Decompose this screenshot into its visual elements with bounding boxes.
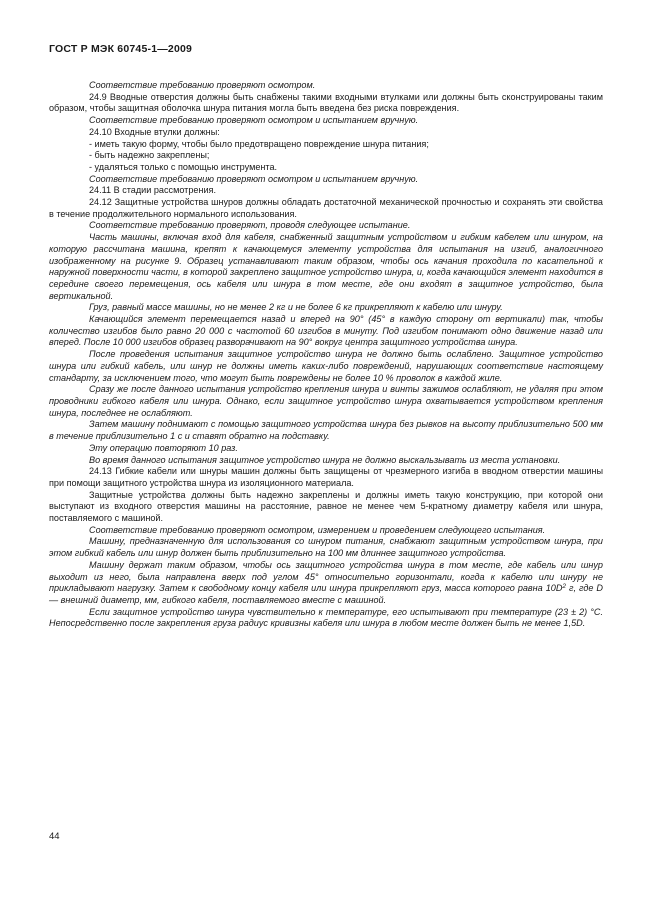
page-number: 44 bbox=[49, 831, 60, 842]
body-paragraph: Защитные устройства должны быть надежно закреплены и должны иметь такую конструкцию, при которой они выступают из входного отверстия машины на расстояние, равное не менее чем 5-кратному диаметру кабеля или шнура, поставляемого с машиной. bbox=[49, 489, 603, 524]
test-paragraph: Эту операцию повторяют 10 раз. bbox=[89, 442, 238, 453]
clause-24-11: 24.11 В стадии рассмотрения. bbox=[89, 185, 217, 196]
test-paragraph: Во время данного испытания защитное устройство шнура не должно выскальзывать из места установки. bbox=[89, 454, 561, 465]
test-paragraph: Груз, равный массе машины, но не менее 2 кг и не более 6 кг прикрепляют к кабелю или шнуру. bbox=[89, 302, 503, 313]
text-run: г, где D — внешний диаметр, мм, гибкого кабеля, поставляемого вместе с машиной. bbox=[49, 583, 603, 605]
test-paragraph-with-formula bbox=[49, 560, 603, 607]
superscript: 2 bbox=[562, 583, 567, 591]
document-body bbox=[49, 80, 603, 630]
compliance-note: Соответствие требованию проверяют осмотром и испытанием вручную. bbox=[89, 173, 419, 184]
text-run: Машину держат таким образом, чтобы ось защитного устройства шнура в том месте, где кабель или шнур выходит из него, была направлена вверх под углом 45° относительно горизонтали, когда к кабелю или шнуру не прикладывают нагрузку. Затем к свободному концу кабеля или шнура прикрепляют груз, масса которого равна 10D bbox=[49, 559, 603, 594]
clause-24-12: 24.12 Защитные устройства шнуров должны обладать достаточной механической прочностью и сохранять эти свойства в течение продолжительного нормального использования. bbox=[49, 197, 603, 219]
compliance-note: Соответствие требованию проверяют, проводя следующее испытание. bbox=[89, 220, 411, 231]
list-item: - быть надежно закреплены; bbox=[89, 150, 210, 161]
test-paragraph: Если защитное устройство шнура чувствительно к температуре, его испытывают при температуре (23 ± 2) °С. Непосредственно после закрепления груза радиус кривизны кабеля или шнура в любом месте должен быть не менее 1,5D. bbox=[49, 606, 603, 629]
clause-24-9: 24.9 Вводные отверстия должны быть снабжены такими входными втулками или должны быть сконструированы таким образом, чтобы защитная оболочка шнура питания могла быть введена без риска повреждения. bbox=[49, 91, 603, 114]
clause-24-13: 24.13 Гибкие кабели или шнуры машин должны быть защищены от чрезмерного изгиба в вводном отверстии машины при помощи защитного устройства шнура из изоляционного материала. bbox=[49, 466, 603, 488]
compliance-note: Соответствие требованию проверяют осмотром и испытанием вручную. bbox=[89, 115, 419, 126]
test-paragraph: После проведения испытания защитное устройство шнура не должно быть ослаблено. Защитное устройство шнура или гибкий кабель, или шнур не должны иметь каких-либо повреждений, нарушающих соответствие настоящему стандарту, за исключением того, что могут быть повреждены не более 10 % проволок в каждой жиле. bbox=[49, 349, 603, 383]
test-paragraph: Часть машины, включая вход для кабеля, снабженный защитным устройством и гибким кабелем или шнуром, на которую рассчитана машина, крепят к качающемуся элементу устройства для испытания на изгиб, аналогичного изображенному на рисунке 9. Образец устанавливают таким образом, чтобы ось качания проходила по касательной к наружной поверхности части, в которой закреплено защитное устройство шнура, и, когда качающийся элемент находится в середине своего перемещения, ось кабеля или шнура в том месте, где они входят в защитное устройство, была вертикальной. bbox=[49, 232, 603, 301]
standard-title: ГОСТ Р МЭК 60745-1—2009 bbox=[49, 43, 193, 55]
test-paragraph: Затем машину поднимают с помощью защитного устройства шнура без рывков на высоту приблизительно 500 мм в течение приблизительно 1 с и ставят обратно на подставку. bbox=[49, 419, 603, 442]
test-paragraph: Машину, предназначенную для использования со шнуром питания, снабжают защитным устройством шнура, при этом гибкий кабель или шнур должен быть приблизительно на 100 мм длиннее защитного устройства. bbox=[49, 536, 603, 559]
list-item: - иметь такую форму, чтобы было предотвращено повреждение шнура питания; bbox=[89, 138, 429, 149]
test-paragraph: Сразу же после данного испытания устройство крепления шнура и винты зажимов ослабляют, не удаляя при этом проводники гибкого кабеля или шнура. Однако, если защитное устройство шнура охватывается устройством крепления шнура, последнее не ослабляют. bbox=[49, 384, 603, 418]
test-paragraph: Качающийся элемент перемещается назад и вперед на 90° (45° в каждую сторону от вертикали) так, чтобы количество изгибов было равно 20 000 с частотой 60 изгибов в минуту. Под изгибом понимают одно движение назад или вперед. После 10 000 изгибов образец разворачивают на 90° вокруг центра защитного устройства шнура. bbox=[49, 314, 603, 348]
clause-24-10: 24.10 Входные втулки должны: bbox=[89, 126, 220, 137]
compliance-note: Соответствие требованию проверяют осмотром, измерением и проведением следующего испытания. bbox=[89, 524, 546, 535]
list-item: - удаляться только с помощью инструмента. bbox=[89, 161, 278, 172]
compliance-note: Соответствие требованию проверяют осмотром. bbox=[89, 80, 316, 90]
